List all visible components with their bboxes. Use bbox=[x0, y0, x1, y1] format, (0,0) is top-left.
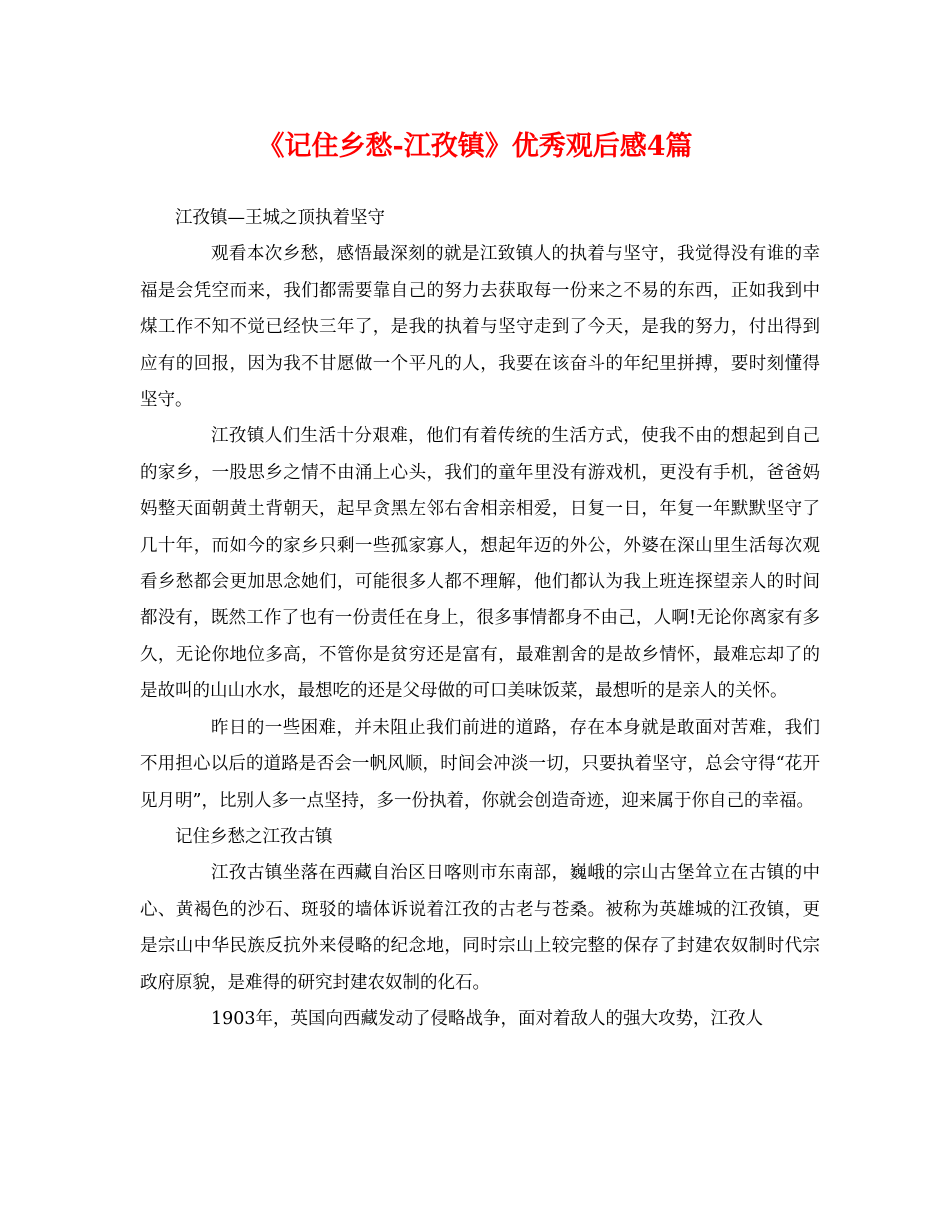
section-heading: 记住乡愁之江孜古镇 bbox=[175, 826, 333, 847]
body-paragraph: 观看本次乡愁，感悟最深刻的就是江致镇人的执着与坚守，我觉得没有谁的幸福是会凭空而来，我们都需要靠自己的努力去获取每一份来之不易的东西，正如我到中煤工作不知不觉已经快三年了，是我的执着与坚守走到了今天，是我的努力，付出得到应有的回报，因为我不甘愿做一个平凡的人，我要在该奋斗的年纪里拼搏，要时刻懂得坚守。 bbox=[140, 244, 820, 411]
body-paragraph: 昨日的一些困难，并未阻止我们前进的道路，存在本身就是敢面对苦难，我们不用担心以后的道路是否会一帆风顺，时间会冲淡一切，只要执着坚守，总会守得“花开见月明”，比别人多一点坚持，多一份执着，你就会创造奇迹，迎来属于你自己的幸福。 bbox=[140, 717, 820, 811]
document-body bbox=[140, 200, 820, 1037]
body-paragraph: 江孜镇人们生活十分艰难，他们有着传统的生活方式，使我不由的想起到自己的家乡，一股思乡之情不由涌上心头，我们的童年里没有游戏机，更没有手机，爸爸妈妈整天面朝黄土背朝天，起早贪黑左邻右舍相亲相爱，日复一日，年复一年默默坚守了几十年，而如今的家乡只剩一些孤家寡人，想起年迈的外公，外婆在深山里生活每次观看乡愁都会更加思念她们，可能很多人都不理解，他们都认为我上班连探望亲人的时间都没有，既然工作了也有一份责任在身上，很多事情都身不由己，人啊!无论你离家有多久，无论你地位多高，不管你是贫穷还是富有，最难割舍的是故乡情怀，最难忘却了的是故叫的山山水水，最想吃的还是父母做的可口美味饭菜，最想听的是亲人的关怀。 bbox=[140, 426, 820, 702]
document-title: 《记住乡愁-江孜镇》优秀观后感4篇 bbox=[257, 131, 693, 162]
section-heading: 江孜镇—王城之顶执着坚守 bbox=[175, 208, 385, 228]
body-paragraph: 1903年，英国向西藏发动了侵略战争，面对着敌人的强大攻势，江孜人 bbox=[211, 1008, 764, 1029]
body-paragraph: 江孜古镇坐落在西藏自治区日喀则市东南部，巍峨的宗山古堡耸立在古镇的中心、黄褐色的沙石、斑驳的墙体诉说着江孜的古老与苍桑。被称为英雄城的江孜镇，更是宗山中华民族反抗外来侵略的纪念地，同时宗山上较完整的保存了封建农奴制时代宗政府原貌，是难得的研究封建农奴制的化石。 bbox=[140, 863, 820, 993]
